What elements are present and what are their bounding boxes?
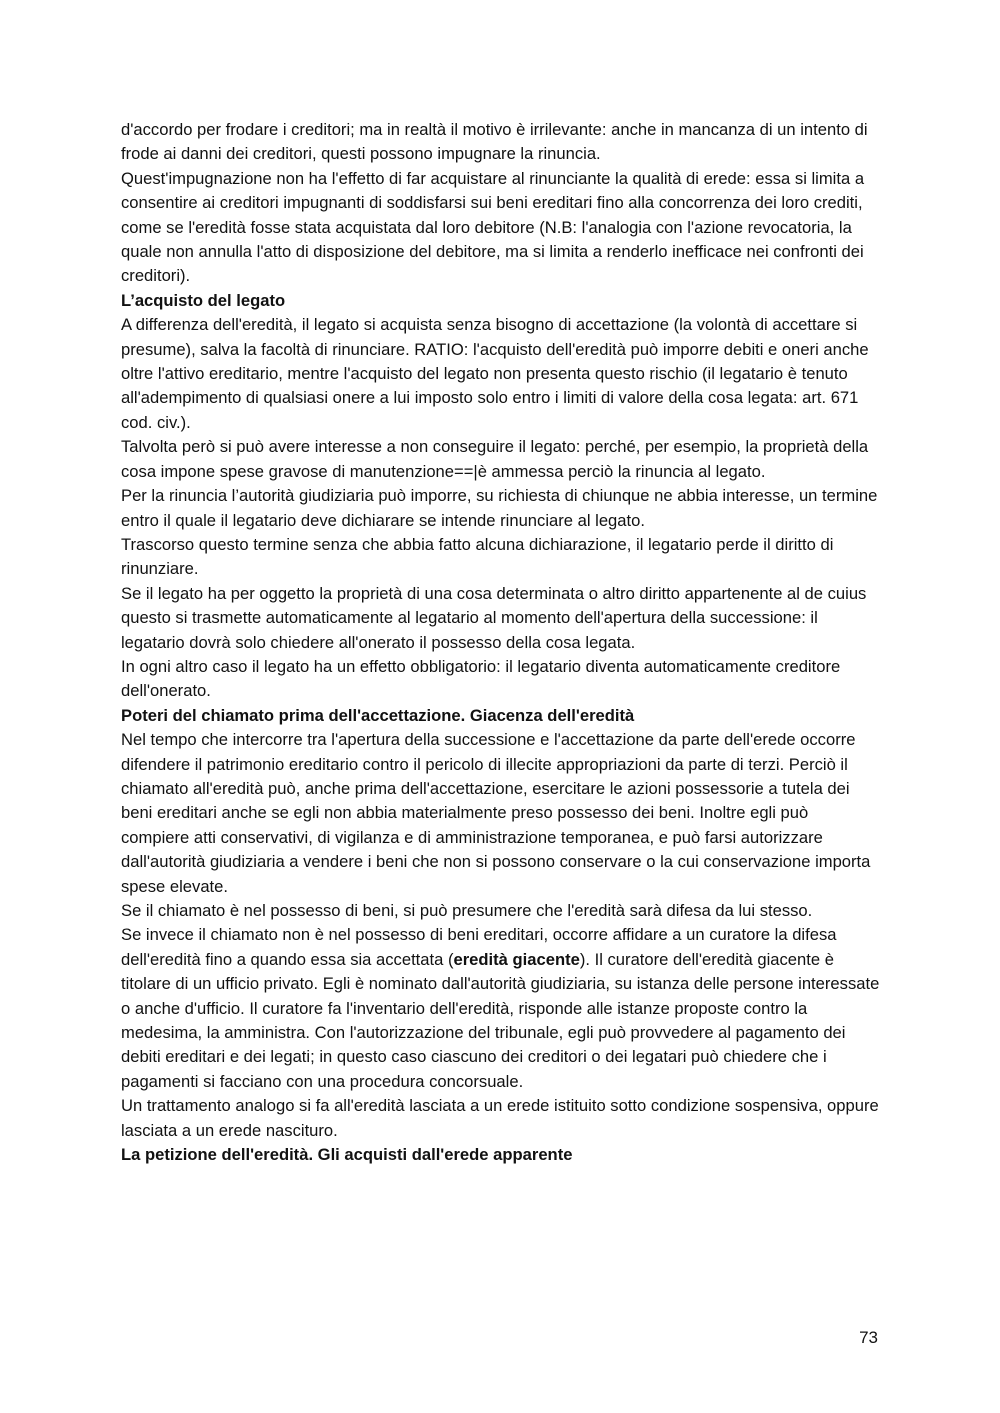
page-body	[121, 118, 881, 1167]
paragraph: Trascorso questo termine senza che abbia fatto alcuna dichiarazione, il legatario perde il diritto di rinunziare.	[121, 534, 834, 579]
paragraph	[121, 923, 881, 1094]
paragraph: Talvolta però si può avere interesse a non conseguire il legato: perché, per esempio, la proprietà della cosa impone spese gravose di manutenzione==|è ammessa perciò la rinuncia al legato.	[121, 437, 869, 481]
paragraph: Nel tempo che intercorre tra l'apertura della successione e l'accettazione da parte dell'erede occorre difendere il patrimonio ereditario contro il pericolo di illecite appropriazioni da parte di terzi. Perciò il chiamato all'eredità può, anche prima dell'accettazione, esercitare le azioni possessorie a tutela dei beni ereditari anche se egli non abbia materialmente preso possesso dei beni. Inoltre egli può compiere atti conservativi, di vigilanza e di amministrazione temporanea, e può farsi autorizzare dall'autorità giudiziaria a vendere i beni che non si possono conservare o la cui conservazione importa spese elevate.	[121, 730, 871, 896]
paragraph: Se il legato ha per oggetto la proprietà di una cosa determinata o altro diritto appartenente al de cuius questo si trasmette automaticamente al legatario al momento dell'apertura della successione: il legatario dovrà solo chiedere all'onerato il possesso della cosa legata.	[121, 583, 867, 652]
paragraph: Un trattamento analogo si fa all'eredità lasciata a un erede istituito sotto condizione sospensiva, oppure lasciata a un erede nascituro.	[121, 1096, 879, 1140]
paragraph: Quest'impugnazione non ha l'effetto di far acquistare al rinunciante la qualità di erede: essa si limita a consentire ai creditori impugnanti di soddisfarsi sui beni ereditari fino alla concorrenza dei loro crediti, come se l'eredità fosse stata acquistata dal loro debitore (N.B: l'analogia con l'azione revocatoria, la quale non annulla l'atto di disposizione del debitore, ma si limita a renderlo inefficace nei confronti dei creditori).	[121, 168, 865, 286]
bold-term: eredità giacente	[453, 949, 580, 969]
paragraph: In ogni altro caso il legato ha un effetto obbligatorio: il legatario diventa automaticamente creditore dell'onerato.	[121, 656, 841, 701]
paragraph: Se il chiamato è nel possesso di beni, si può presumere che l'eredità sarà difesa da lui stesso.	[121, 901, 813, 920]
section-heading: Poteri del chiamato prima dell'accettazione. Giacenza dell'eredità	[121, 705, 635, 725]
page-number: 73	[859, 1328, 878, 1347]
paragraph-text: ). Il curatore dell'eredità giacente è titolare di un ufficio privato. Egli è nominato dall'autorità giudiziaria, su istanza delle persone interessate o anche d'ufficio. Il curatore fa l'inventario dell'eredità, risponde alle istanze proposte contro la medesima, la amministra. Con l'autorizzazione del tribunale, egli può provvedere al pagamento dei debiti ereditari e dei legati; in questo caso ciascuno dei creditori o dei legatari può chiedere che i pagamenti si facciano con una procedura concorsuale.	[121, 949, 880, 1091]
section-heading: La petizione dell'eredità. Gli acquisti dall'erede apparente	[121, 1145, 573, 1165]
paragraph-text: Se invece il chiamato non è nel possesso di beni ereditari, occorre affidare a un curatore la difesa dell'eredità fino a quando essa sia accettata (	[121, 925, 837, 969]
section-heading: L’acquisto del legato	[121, 290, 286, 310]
paragraph: d'accordo per frodare i creditori; ma in realtà il motivo è irrilevante: anche in mancanza di un intento di frode ai danni dei creditori, questi possono impugnare la rinuncia.	[121, 120, 868, 164]
paragraph: Per la rinuncia l’autorità giudiziaria può imporre, su richiesta di chiunque ne abbia interesse, un termine entro il quale il legatario deve dichiarare se intende rinunciare al legato.	[121, 486, 878, 530]
paragraph: A differenza dell'eredità, il legato si acquista senza bisogno di accettazione (la volontà di accettare si presume), salva la facoltà di rinunciare. RATIO: l'acquisto dell'eredità può imporre debiti e oneri anche oltre l'attivo ereditario, mentre l'acquisto del legato non presenta questo rischio (il legatario è tenuto all'adempimento di qualsiasi onere a lui imposto solo entro i limiti di valore della cosa legata: art. 671 cod. civ.).	[121, 315, 869, 432]
